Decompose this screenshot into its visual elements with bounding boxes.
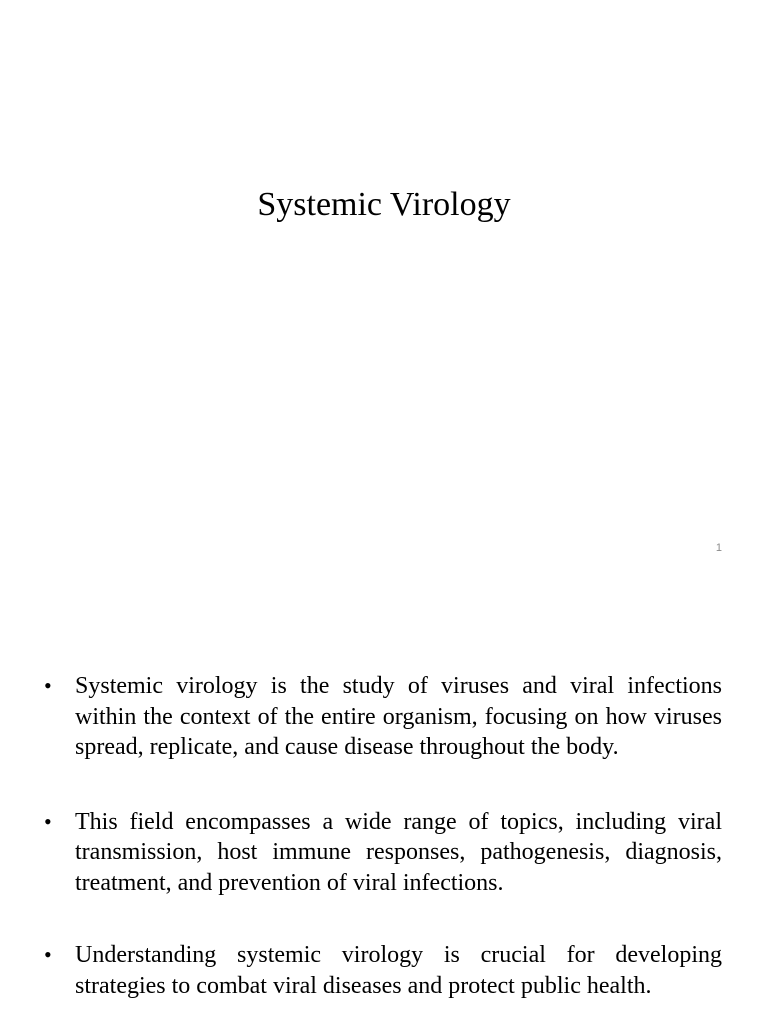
page-number: 1 [715, 542, 722, 554]
bullet-item-2 [44, 807, 722, 899]
bullet-list [44, 671, 722, 1001]
bullet-text: Systemic virology is the study of viruses and viral infections within the context of the entire organism, focusing on how viruses spread, replicate, and cause disease throughout the body. [75, 673, 722, 760]
bullet-text: This field encompasses a wide range of topics, including viral transmission, host immune responses, pathogenesis, diagnosis, treatment, and prevention of viral infections. [75, 808, 722, 896]
slide-title: Systemic Virology [257, 186, 511, 223]
bullet-item-3 [44, 940, 722, 1001]
bullet-icon: • [44, 808, 52, 834]
bullet-icon: • [44, 942, 52, 967]
bullet-text: Understanding systemic virology is crucial for developing strategies to combat viral diseases and protect public health. [75, 942, 722, 999]
bullet-icon: • [44, 673, 52, 698]
content-slide [0, 576, 768, 1024]
bullet-item-1 [44, 671, 722, 763]
